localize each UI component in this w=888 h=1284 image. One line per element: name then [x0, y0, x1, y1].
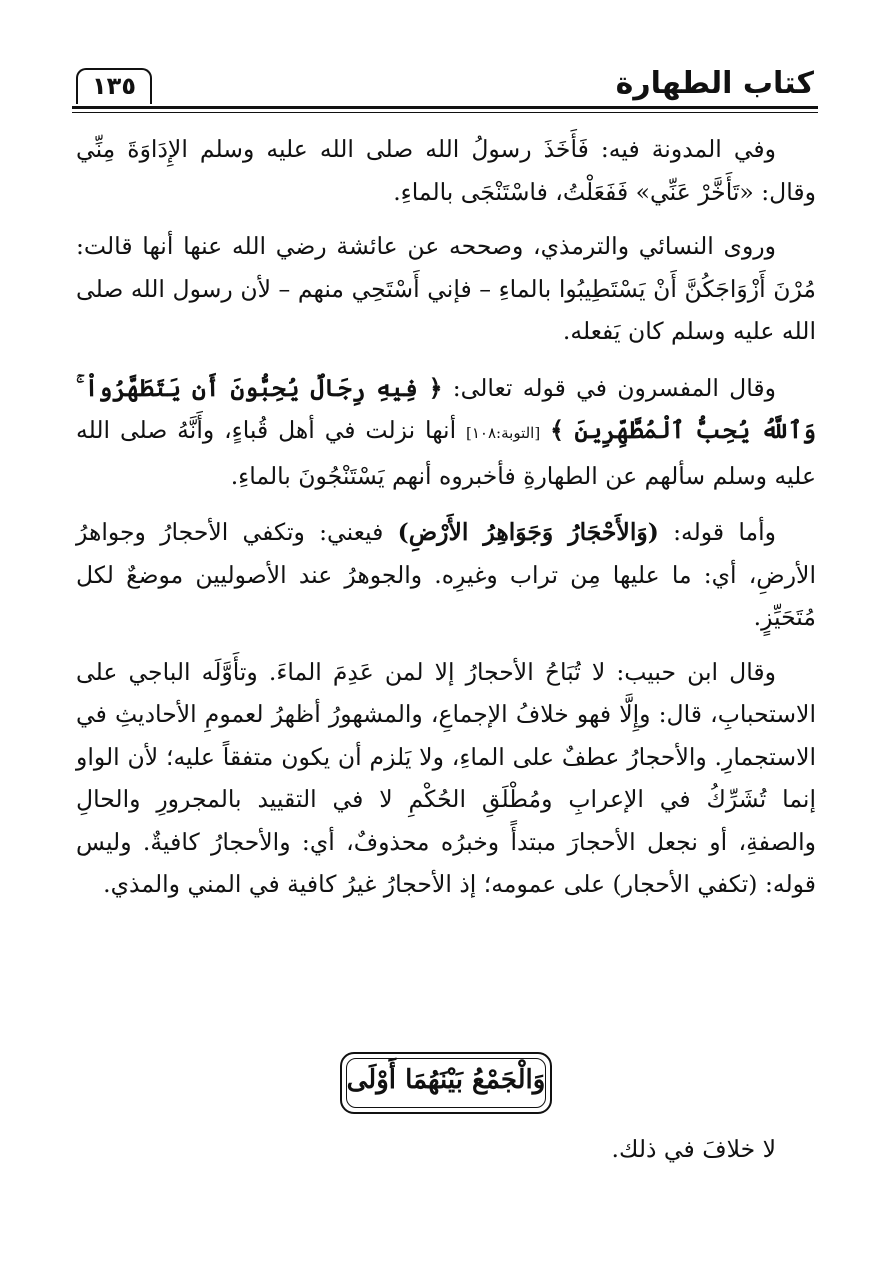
header-rule-thin [72, 112, 818, 113]
closing-sentence: لا خلافَ في ذلك. [611, 1135, 776, 1163]
paragraph-text: أنها نزلت في أهل قُباءٍ، وأَنَّهُ صلى الله عليه وسلم سألهم عن الطهارةِ فأخبروه أنهم يَسْتَنْجُونَ بالماءِ. [76, 416, 816, 490]
page-header [72, 62, 818, 120]
quran-verse: ﴿ فِيهِ رِجَالٌ يُحِبُّونَ أَن يَتَطَهَّرُواْ ۚ وَٱللَّهُ يُحِبُّ ٱلْمُطَّهِّرِينَ ﴾ [76, 373, 816, 444]
page-number: ١٣٥ [92, 72, 136, 100]
body-text [76, 128, 816, 906]
paragraph-mudawwana: وفي المدونة فيه: فَأَخَذَ رسولُ الله صلى الله عليه وسلم الإِدَاوَةَ مِنِّي وقال: «تَأَخَّرْ عَنِّي» فَفَعَلْتُ، فاسْتَنْجَى بالماءِ. [76, 135, 816, 206]
paragraph-ibn-habib: وقال ابن حبيب: لا تُبَاحُ الأحجارُ إلا لمن عَدِمَ الماءَ. وتأَوَّلَه الباجي على الاستحبابِ، قال: وإِلَّا فهو خلافُ الإجماعِ، والمشهورُ أظهرُ لعمومِ الأحاديثِ في الاستجمارِ. والأحجارُ عطفٌ على الماءِ، ولا يَلزم أن يكون متفقاً عليه؛ لأن الواو إنما تُشَرِّكُ في الإعرابِ ومُطْلَقِ الحُكْمِ لا في التقييد بالمجرورِ والحالِ والصفةِ، أو نجعل الأحجارَ مبتدأً وخبرُه محذوفٌ، أي: والأحجارُ كافيةٌ. وليس قوله: (تكفي الأحجار) على عمومه؛ إذ الأحجارُ غيرُ كافية في المني والمذي. [76, 657, 816, 898]
paragraph-ahjar [76, 511, 816, 639]
paragraph-nasai-tirmidhi: وروى النسائي والترمذي، وصححه عن عائشة رضي الله عنها أنها قالت: مُرْنَ أَزْوَاجَكُنَّ أَنْ يَسْتَطِيبُوا بالماءِ – فإني أَسْتَحِي منهم – لأن رسول الله صلى الله عليه وسلم كان يَفعله. [76, 232, 816, 345]
paragraph-text: وأما قوله: [658, 518, 776, 546]
section-heading-frame [340, 1052, 552, 1114]
paragraph-text: وقال المفسرون في قوله تعالى: [442, 373, 776, 402]
chapter-title: كتاب الطهارة [615, 66, 814, 101]
matn-quote: (وَالأَحْجَارُ وَجَوَاهِرُ الأَرْضِ) [397, 518, 659, 546]
paragraph-text: فيعني: وتكفي الأحجارُ وجواهرُ الأرضِ، أي: ما عليها مِن تراب وغيرِه. والجوهرُ عند الأصوليين موضعٌ لكل مُتَحَيِّزٍ. [76, 518, 816, 631]
verse-reference: [التوبة:١٠٨] [466, 424, 541, 442]
page-number-frame [76, 68, 152, 104]
section-heading: وَالْجَمْعُ بَيْنَهُمَا أَوْلَى [346, 1065, 546, 1095]
paragraph-mufassirun [76, 367, 816, 498]
header-rule [72, 106, 818, 109]
